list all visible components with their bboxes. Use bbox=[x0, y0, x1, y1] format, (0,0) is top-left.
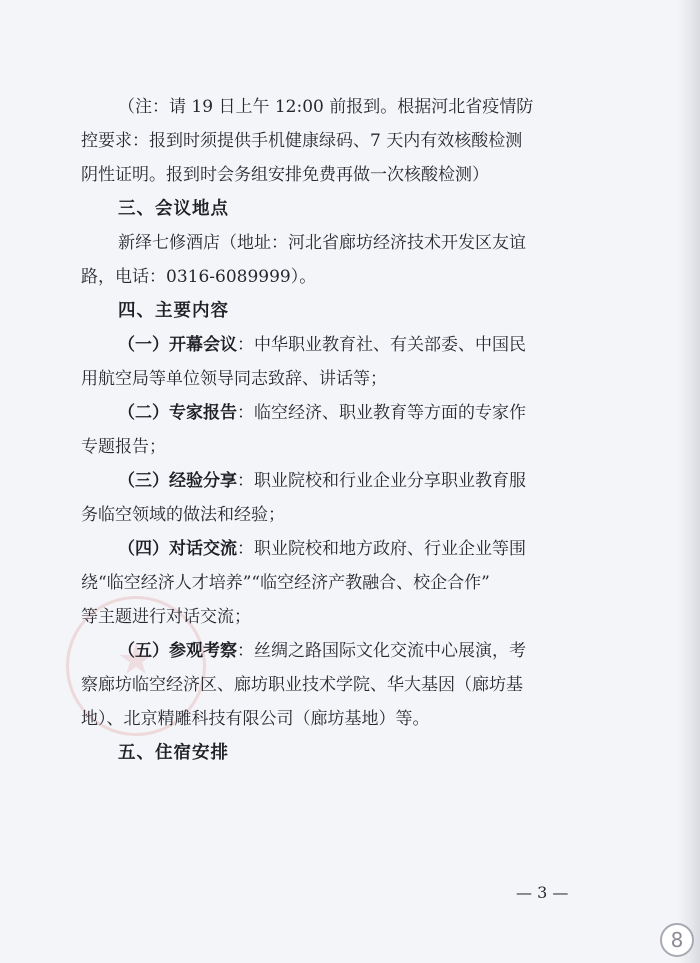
item-1-line-2: 用航空局等单位领导同志致辞、讲话等； bbox=[81, 369, 387, 389]
item-4-label: （四）对话交流 bbox=[118, 539, 237, 559]
corner-number-badge[interactable]: 8 bbox=[660, 923, 694, 957]
item-5-line-3: 地）、北京精雕科技有限公司（廊坊基地）等。 bbox=[81, 709, 430, 729]
notice-line-3: 阴性证明。报到时会务组安排免费再做一次核酸检测） bbox=[81, 165, 489, 185]
notice-line-1: （注：请 19 日上午 12:00 前报到。根据河北省疫情防 bbox=[118, 97, 534, 117]
item-5-line-2: 察廊坊临空经济区、廊坊职业技术学院、华大基因（廊坊基 bbox=[81, 675, 523, 695]
item-5-text: ：丝绸之路国际文化交流中心展演，考 bbox=[237, 641, 526, 661]
item-3-label: （三）经验分享 bbox=[118, 471, 237, 491]
item-1-text: ：中华职业教育社、有关部委、中国民 bbox=[237, 335, 526, 355]
venue-line-2: 路，电话：0316-6089999）。 bbox=[81, 267, 317, 287]
item-4-line-1 bbox=[118, 537, 526, 561]
item-1-label: （一）开幕会议 bbox=[118, 335, 237, 355]
item-2-text: ：临空经济、职业教育等方面的专家作 bbox=[237, 403, 526, 423]
item-3-text: ：职业院校和行业企业分享职业教育服 bbox=[237, 471, 526, 491]
section-3-heading: 三、会议地点 bbox=[118, 199, 229, 219]
item-1-line-1 bbox=[118, 333, 526, 357]
page-number: — 3 — bbox=[516, 883, 569, 902]
section-5-heading: 五、住宿安排 bbox=[118, 743, 229, 763]
item-3-line-1 bbox=[118, 469, 526, 493]
item-5-label: （五）参观考察 bbox=[118, 641, 237, 661]
item-5-line-1 bbox=[118, 639, 526, 663]
notice-line-2: 控要求：报到时须提供手机健康绿码、7 天内有效核酸检测 bbox=[81, 131, 523, 151]
item-2-line-1 bbox=[118, 401, 526, 425]
item-2-line-2: 专题报告； bbox=[81, 437, 166, 457]
item-4-line-3: 等主题进行对话交流； bbox=[81, 607, 251, 627]
venue-line-1: 新绎七修酒店（地址：河北省廊坊经济技术开发区友谊 bbox=[118, 233, 526, 253]
section-4-heading: 四、主要内容 bbox=[118, 301, 229, 321]
item-2-label: （二）专家报告 bbox=[118, 403, 237, 423]
item-4-line-2: 绕“临空经济人才培养”“临空经济产教融合、校企合作” bbox=[81, 573, 490, 593]
item-3-line-2: 务临空领域的做法和经验； bbox=[81, 505, 285, 525]
item-4-text: ：职业院校和地方政府、行业企业等围 bbox=[237, 539, 526, 559]
scan-edge-shadow bbox=[678, 0, 700, 963]
